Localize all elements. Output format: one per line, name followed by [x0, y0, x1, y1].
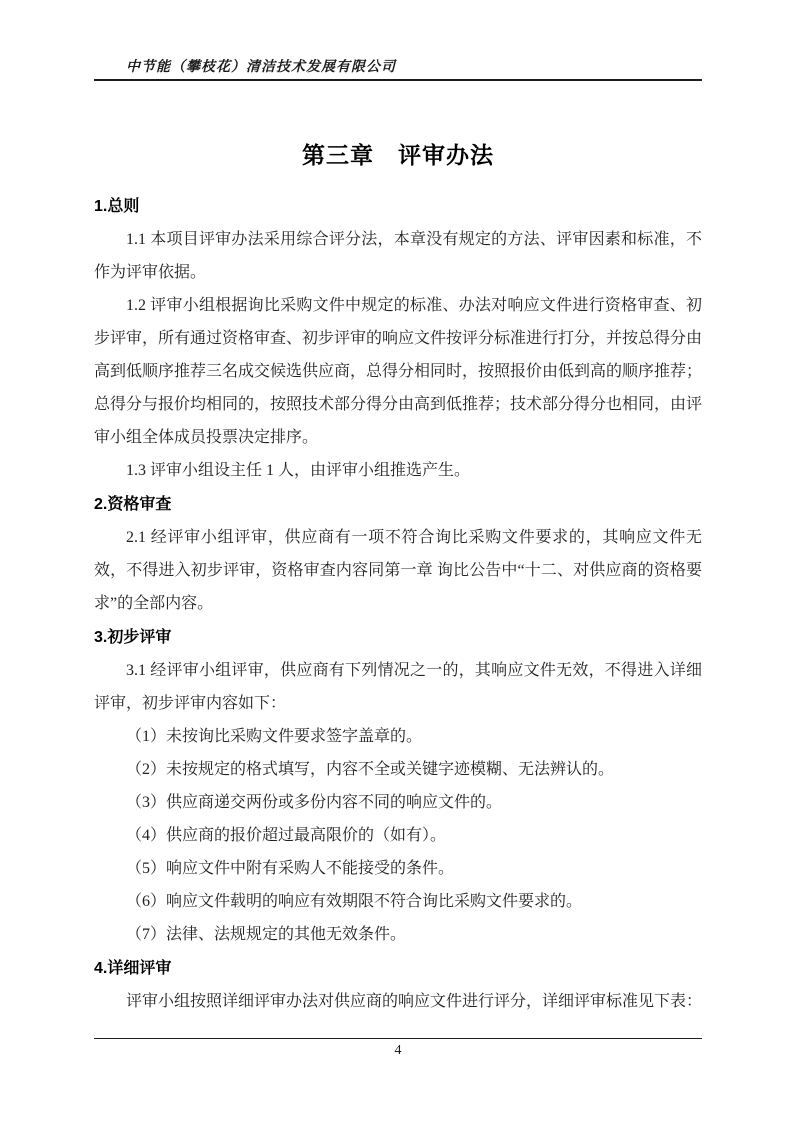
section-heading-qualification-review: 2.资格审查: [94, 496, 172, 513]
list-item-2: （2）未按规定的格式填写，内容不全或关键字迹模糊、无法辨认的。: [126, 761, 615, 778]
paragraph-4-1: 评审小组按照详细评审办法对供应商的响应文件进行评分，详细评审标准见下表：: [126, 993, 703, 1010]
header-divider: [94, 79, 702, 81]
section-heading-detailed-review: 4.详细评审: [94, 960, 172, 977]
list-item-5: （5）响应文件中附有采购人不能接受的条件。: [126, 860, 455, 877]
list-item-7: （7）法律、法规规定的其他无效条件。: [126, 926, 407, 943]
paragraph-1-1: 1.1 本项目评审办法采用综合评分法，本章没有规定的方法、评审因素和标准，不作为评审依据。: [94, 231, 702, 281]
list-item-1: （1）未按询比采购文件要求签字盖章的。: [126, 728, 423, 745]
page-number: 4: [394, 1043, 402, 1058]
page-footer: [94, 1038, 702, 1060]
paragraph-1-3: 1.3 评审小组设主任 1 人，由评审小组推选产生。: [126, 462, 471, 479]
paragraph-1-2: 1.2 评审小组根据询比采购文件中规定的标准、办法对响应文件进行资格审查、初步评审，所有通过资格审查、初步评审的响应文件按评分标准进行打分，并按总得分由高到低顺序推荐三名成交候选供应商，总得分相同时，按照报价由低到高的顺序推荐；总得分与报价均相同的，按照技术部分得分由高到低推荐；技术部分得分也相同，由评审小组全体成员投票决定排序。: [94, 297, 703, 446]
paragraph-3-1: 3.1 经评审小组评审，供应商有下列情况之一的，其响应文件无效，不得进入详细评审，初步评审内容如下：: [94, 662, 702, 712]
chapter-title: 第三章 评审办法: [302, 142, 494, 168]
page-header: [94, 58, 702, 81]
footer-divider: [94, 1038, 702, 1039]
list-item-6: （6）响应文件载明的响应有效期限不符合询比采购文件要求的。: [126, 893, 583, 910]
list-item-4: （4）供应商的报价超过最高限价的（如有）。: [126, 827, 447, 844]
section-heading-preliminary-review: 3.初步评审: [94, 629, 172, 646]
list-item-3: （3）供应商递交两份或多份内容不同的响应文件的。: [126, 794, 503, 811]
section-heading-general: 1.总则: [94, 198, 140, 215]
document-body: [94, 138, 702, 1018]
header-company-name: 中节能（攀枝花）清洁技术发展有限公司: [126, 60, 396, 75]
paragraph-2-1: 2.1 经评审小组评审，供应商有一项不符合询比采购文件要求的，其响应文件无效，不得进入初步评审，资格审查内容同第一章 询比公告中“十二、对供应商的资格要求”的全部内容。: [94, 529, 702, 612]
